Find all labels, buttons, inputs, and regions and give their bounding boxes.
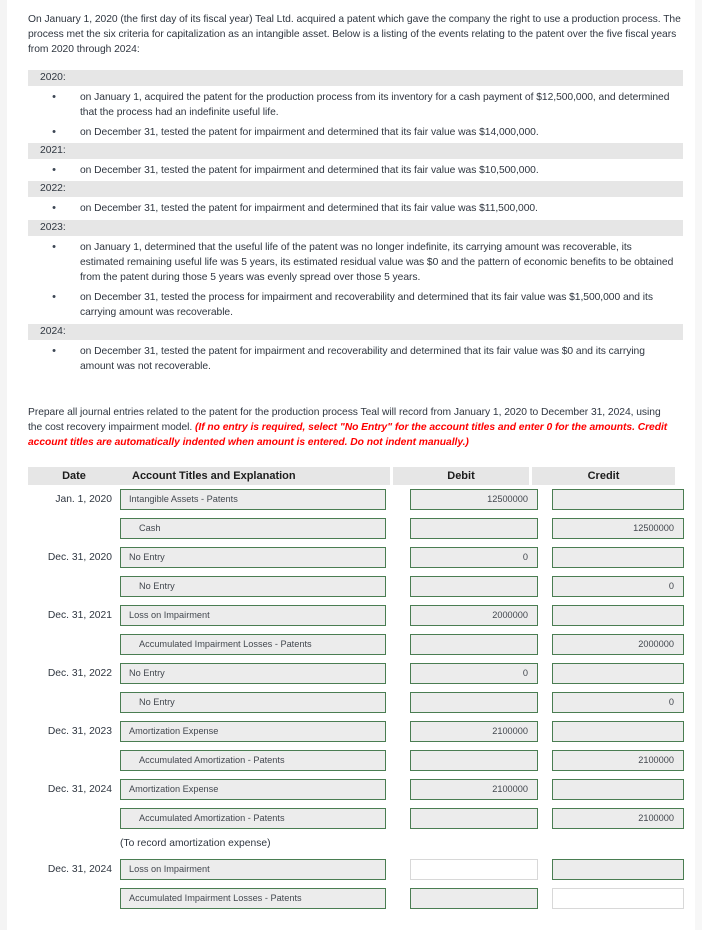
event-text: on January 1, acquired the patent for the production process from its inventory for a cash payment of $12,500,000, and determined that the process had an indefinite useful life. <box>80 91 670 118</box>
event-item <box>28 238 695 289</box>
event-text: on January 1, determined that the useful life of the patent was no longer indefinite, its carrying amount was recoverable, its estimated remaining useful life was 5 years, its estimated residual value was $0 and the pattern of economic benefits to be obtained from the patent during those 5 years was evenly spread over those 5 years. <box>80 241 674 284</box>
bullet-icon: • <box>52 202 56 215</box>
entry-note-row <box>28 833 695 855</box>
credit-amount-input[interactable] <box>552 859 684 880</box>
debit-amount-input[interactable] <box>410 888 538 909</box>
event-item <box>28 88 695 123</box>
debit-amount-input[interactable] <box>410 750 538 771</box>
instruction-emphasis: (If no entry is required, select "No Entry" for the account titles and enter 0 for the amounts. Credit account titles are automatically indented when amount is entered. Do not indent manually.) <box>28 422 668 449</box>
account-title-select[interactable]: No Entry <box>120 547 386 568</box>
account-title-select[interactable]: Amortization Expense <box>120 721 386 742</box>
entry-date: Dec. 31, 2024 <box>47 863 112 875</box>
account-title-select[interactable]: No Entry <box>120 576 386 597</box>
event-item <box>28 123 695 143</box>
credit-amount-input[interactable]: 0 <box>552 692 684 713</box>
entry-date: Dec. 31, 2020 <box>47 551 112 563</box>
debit-amount-input[interactable] <box>410 518 538 539</box>
credit-amount-input[interactable]: 2000000 <box>552 634 684 655</box>
instruction-main: Prepare all journal entries related to the patent for the production process Teal will record from January 1, 2020 to December 31, 2024, using the cost recovery impairment model. <box>28 407 661 434</box>
credit-amount-input[interactable]: 2100000 <box>552 808 684 829</box>
event-text: on December 31, tested the patent for impairment and recoverability and determined that its fair value was $0 and its carrying amount was not recoverable. <box>80 345 645 372</box>
debit-amount-input[interactable] <box>410 692 538 713</box>
credit-amount-input[interactable] <box>552 721 684 742</box>
column-header-date: Date <box>28 467 120 485</box>
event-text: on December 31, tested the patent for impairment and determined that its fair value was $11,500,000. <box>80 203 538 215</box>
credit-amount-input[interactable] <box>552 663 684 684</box>
journal-row <box>28 688 695 717</box>
account-title-select[interactable]: Accumulated Amortization - Patents <box>120 750 386 771</box>
account-title-select[interactable]: Amortization Expense <box>120 779 386 800</box>
bullet-icon: • <box>52 344 56 357</box>
journal-rows-body <box>28 485 695 913</box>
journal-row <box>28 804 695 833</box>
year-band: 2024: <box>28 324 683 340</box>
event-text: on December 31, tested the process for impairment and recoverability and determined that its fair value was $1,500,000 and its carrying amount was recoverable. <box>80 292 653 319</box>
journal-row <box>28 630 695 659</box>
instruction-prompt <box>7 377 695 451</box>
year-band: 2020: <box>28 70 683 86</box>
bullet-icon: • <box>52 164 56 177</box>
journal-row <box>28 543 695 572</box>
debit-amount-input[interactable] <box>410 576 538 597</box>
journal-row <box>28 601 695 630</box>
debit-amount-input[interactable] <box>410 859 538 880</box>
account-title-select[interactable]: Accumulated Impairment Losses - Patents <box>120 888 386 909</box>
debit-amount-input[interactable]: 2000000 <box>410 605 538 626</box>
year-band: 2023: <box>28 220 683 236</box>
event-text: on December 31, tested the patent for impairment and determined that its fair value was $14,000,000. <box>80 127 539 139</box>
journal-row <box>28 746 695 775</box>
credit-amount-input[interactable] <box>552 779 684 800</box>
journal-row <box>28 485 695 514</box>
credit-amount-input[interactable] <box>552 605 684 626</box>
debit-amount-input[interactable] <box>410 634 538 655</box>
debit-amount-input[interactable]: 0 <box>410 547 538 568</box>
account-title-select[interactable]: Intangible Assets - Patents <box>120 489 386 510</box>
journal-row <box>28 775 695 804</box>
bullet-icon: • <box>52 90 56 103</box>
journal-row <box>28 659 695 688</box>
entry-date: Jan. 1, 2020 <box>55 493 112 505</box>
entry-date: Dec. 31, 2021 <box>47 609 112 621</box>
journal-row <box>28 717 695 746</box>
account-title-select[interactable]: No Entry <box>120 692 386 713</box>
events-listing <box>7 70 695 377</box>
entry-date: Dec. 31, 2024 <box>47 783 112 795</box>
worksheet-page <box>7 0 695 930</box>
column-header-credit: Credit <box>532 467 675 485</box>
credit-amount-input[interactable] <box>552 888 684 909</box>
journal-row <box>28 572 695 601</box>
account-title-select[interactable]: Loss on Impairment <box>120 859 386 880</box>
account-title-select[interactable]: Accumulated Amortization - Patents <box>120 808 386 829</box>
account-title-select[interactable]: No Entry <box>120 663 386 684</box>
event-text: on December 31, tested the patent for impairment and determined that its fair value was $10,500,000. <box>80 165 539 177</box>
entry-date: Dec. 31, 2023 <box>47 725 112 737</box>
journal-entry-table <box>7 467 695 913</box>
event-item <box>28 161 695 181</box>
account-title-select[interactable]: Accumulated Impairment Losses - Patents <box>120 634 386 655</box>
credit-amount-input[interactable]: 2100000 <box>552 750 684 771</box>
event-item <box>28 342 695 377</box>
debit-amount-input[interactable]: 0 <box>410 663 538 684</box>
year-band: 2021: <box>28 143 683 159</box>
debit-amount-input[interactable]: 2100000 <box>410 721 538 742</box>
event-item <box>28 288 695 323</box>
journal-row <box>28 514 695 543</box>
bullet-icon: • <box>52 240 56 253</box>
right-gutter <box>695 0 702 930</box>
bullet-icon: • <box>52 291 56 304</box>
entry-date: Dec. 31, 2022 <box>47 667 112 679</box>
credit-amount-input[interactable] <box>552 489 684 510</box>
account-title-select[interactable]: Loss on Impairment <box>120 605 386 626</box>
journal-header-row <box>28 467 695 485</box>
journal-row <box>28 855 695 884</box>
event-item <box>28 199 695 219</box>
problem-intro: On January 1, 2020 (the first day of its fiscal year) Teal Ltd. acquired a patent which gave the company the right to use a production process. The process met the six criteria for capitalization as an intangible asset. Below is a listing of the events relating to the patent over the five fiscal years from 2020 through 2024: <box>28 14 681 56</box>
debit-amount-input[interactable] <box>410 808 538 829</box>
bullet-icon: • <box>52 126 56 139</box>
debit-amount-input[interactable]: 12500000 <box>410 489 538 510</box>
journal-row <box>28 884 695 913</box>
account-title-select[interactable]: Cash <box>120 518 386 539</box>
debit-amount-input[interactable]: 2100000 <box>410 779 538 800</box>
column-header-debit: Debit <box>393 467 529 485</box>
entry-note-text: (To record amortization expense) <box>120 838 271 850</box>
year-band: 2022: <box>28 181 683 197</box>
credit-amount-input[interactable]: 12500000 <box>552 518 684 539</box>
credit-amount-input[interactable]: 0 <box>552 576 684 597</box>
column-header-account: Account Titles and Explanation <box>120 467 390 485</box>
credit-amount-input[interactable] <box>552 547 684 568</box>
